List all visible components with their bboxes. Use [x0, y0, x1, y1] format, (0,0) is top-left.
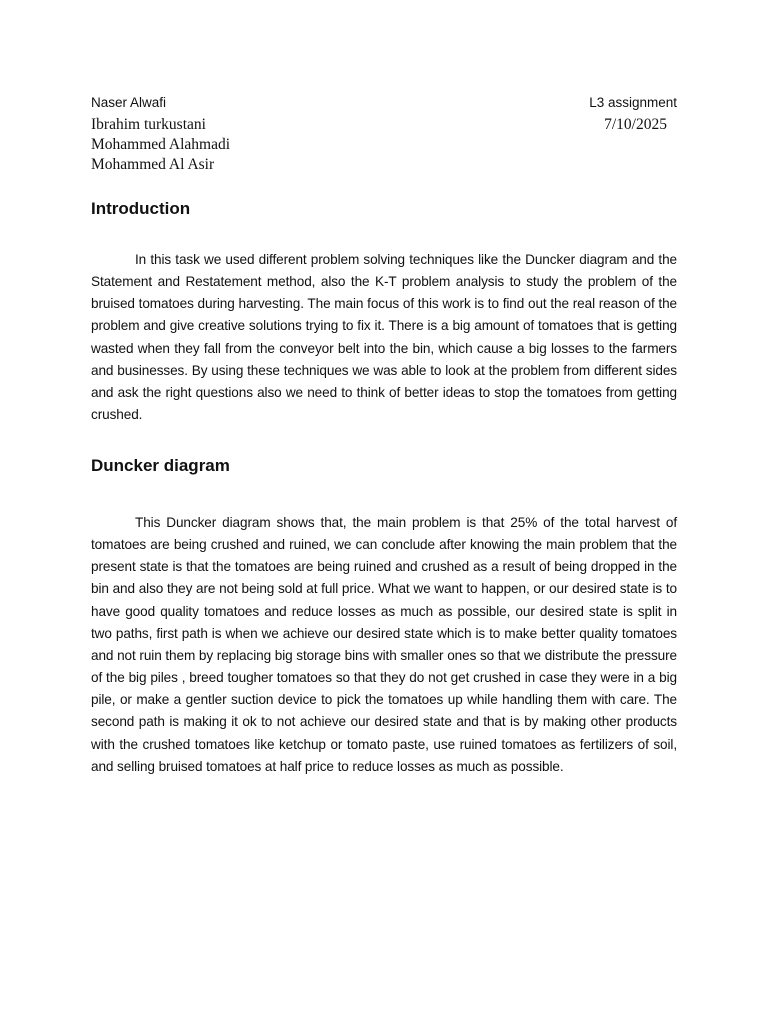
assignment-date: 7/10/2025: [604, 116, 667, 133]
assignment-label: L3 assignment: [589, 95, 677, 110]
section-paragraph-introduction: In this task we used different problem solving techniques like the Duncker diagram and the Statement and Restatement method, also the K-T problem analysis to study the problem of the bruised tomatoes during harvesting. The main focus of this work is to find out the real reason of the problem and give creative solutions trying to fix it. There is a big amount of tomatoes that is getting wasted when they fall from the conveyor belt into the bin, which cause a big losses to the farmers and businesses. By using these techniques we was able to look at the problem from different sides and ask the right questions also we need to think of better ideas to stop the tomatoes from getting crushed.: [91, 252, 677, 423]
section-heading-duncker-diagram: Duncker diagram: [91, 456, 230, 475]
section-heading-introduction: Introduction: [91, 199, 191, 218]
author-name-4: Mohammed Al Asir: [91, 156, 215, 173]
section-paragraph-duncker-diagram: This Duncker diagram shows that, the main problem is that 25% of the total harvest of tomatoes are being crushed and ruined, we can conclude after knowing the main problem that the present state is that the tomatoes are being ruined and crushed as a result of being dropped in the bin and also they are not being sold at full price. What we want to happen, or our desired state is to have good quality tomatoes and reduce losses as much as possible, our desired state is split in two paths, first path is when we achieve our desired state which is to make better quality tomatoes and not ruin them by replacing big storage bins with smaller ones so that we distribute the pressure of the big piles , breed tougher tomatoes so that they do not get crushed in case they were in a big pile, or make a gentler suction device to pick the tomatoes up while handling them with care. The second path is making it ok to not achieve our desired state and that is by making other products with the crushed tomatoes like ketchup or tomato paste, use ruined tomatoes as fertilizers of soil, and selling bruised tomatoes at half price to reduce losses as much as possible.: [91, 515, 677, 774]
author-name-2: Ibrahim turkustani: [91, 116, 206, 133]
author-name-1: Naser Alwafi: [91, 95, 167, 110]
author-name-3: Mohammed Alahmadi: [91, 136, 231, 153]
